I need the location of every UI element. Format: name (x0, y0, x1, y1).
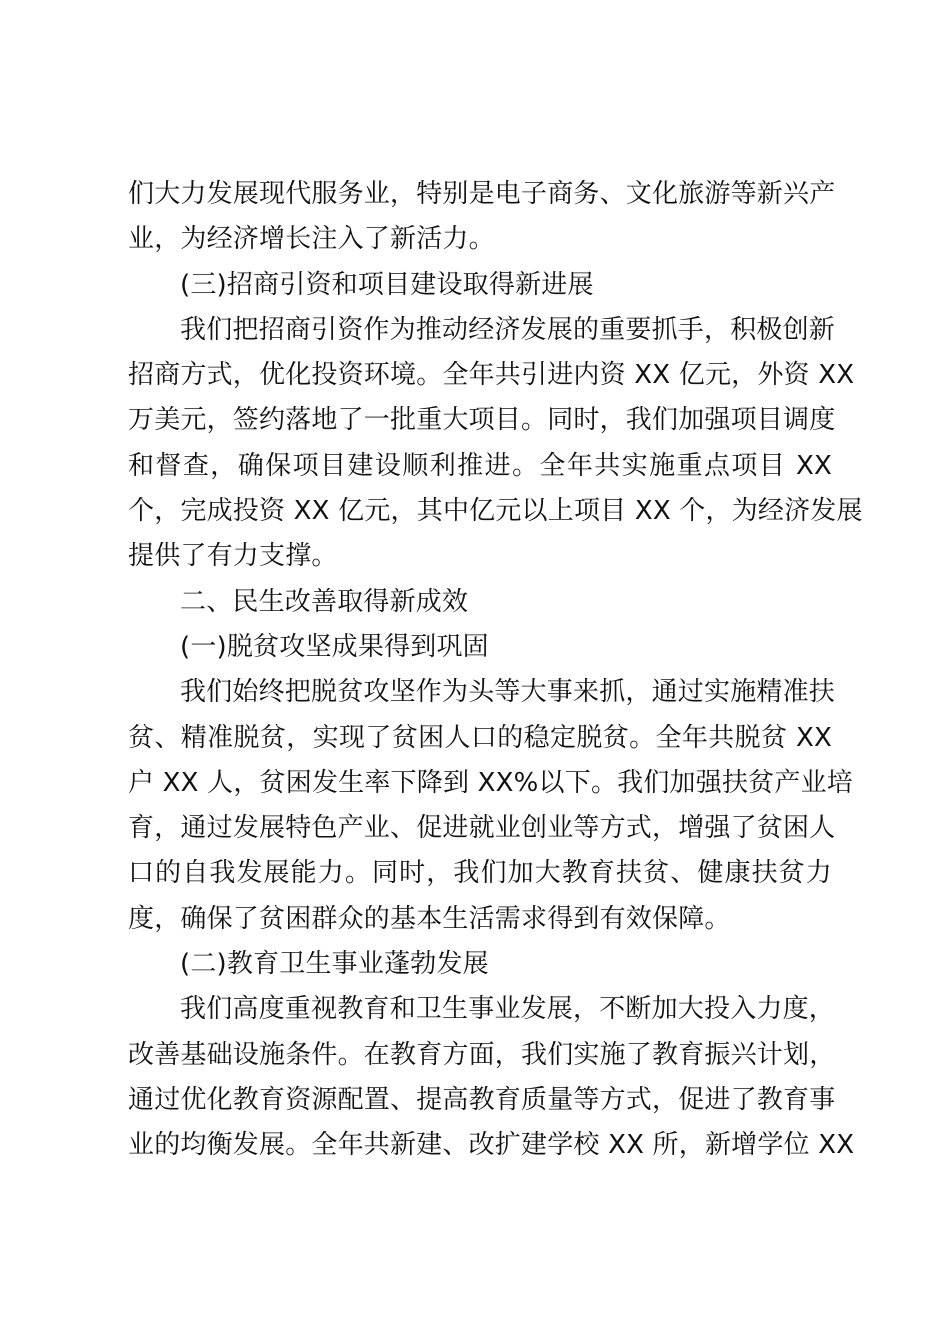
text-line: 贫、精准脱贫，实现了贫困人口的稳定脱贫。全年共脱贫 XX (128, 722, 832, 753)
text-line: 度，确保了贫困群众的基本生活需求得到有效保障。 (128, 903, 731, 934)
text-line: 业，为经济增长注入了新活力。 (128, 224, 495, 255)
text-line: 我们高度重视教育和卫生事业发展，不断加大投入力度， (180, 994, 836, 1025)
document-body (128, 172, 863, 1169)
text-line: 二、民生改善取得新成效 (180, 586, 469, 617)
text-line: 通过优化教育资源配置、提高教育质量等方式，促进了教育事 (128, 1084, 836, 1115)
text-line: 改善基础设施条件。在教育方面，我们实施了教育振兴计划， (128, 1039, 836, 1070)
text-line: (二)教育卫生事业蓬勃发展 (180, 949, 489, 980)
text-line: 个，完成投资 XX 亿元，其中亿元以上项目 XX 个，为经济发展 (128, 496, 863, 527)
text-line: 口的自我发展能力。同时，我们加大教育扶贫、健康扶贫力 (128, 858, 832, 889)
text-line: 我们始终把脱贫攻坚作为头等大事来抓，通过实施精准扶 (180, 677, 836, 708)
text-line: 万美元，签约落地了一批重大项目。同时，我们加强项目调度 (128, 405, 836, 436)
text-line: (一)脱贫攻坚成果得到巩固 (180, 631, 489, 662)
text-line: 户 XX 人，贫困发生率下降到 XX%以下。我们加强扶贫产业培 (128, 767, 853, 798)
text-line: 们大力发展现代服务业，特别是电子商务、文化旅游等新兴产 (128, 179, 836, 209)
text-line: 招商方式，优化投资环境。全年共引进内资 XX 亿元，外资 XX (128, 360, 855, 391)
text-line: 提供了有力支撑。 (128, 541, 338, 572)
text-line: 我们把招商引资作为推动经济发展的重要抓手，积极创新 (180, 314, 836, 345)
text-line: 业的均衡发展。全年共新建、改扩建学校 XX 所，新增学位 XX (128, 1130, 855, 1161)
text-line: (三)招商引资和项目建设取得新进展 (180, 269, 594, 300)
text-line: 育，通过发展特色产业、促进就业创业等方式，增强了贫困人 (128, 813, 836, 844)
text-line: 和督查，确保项目建设顺利推进。全年共实施重点项目 XX (128, 450, 832, 481)
